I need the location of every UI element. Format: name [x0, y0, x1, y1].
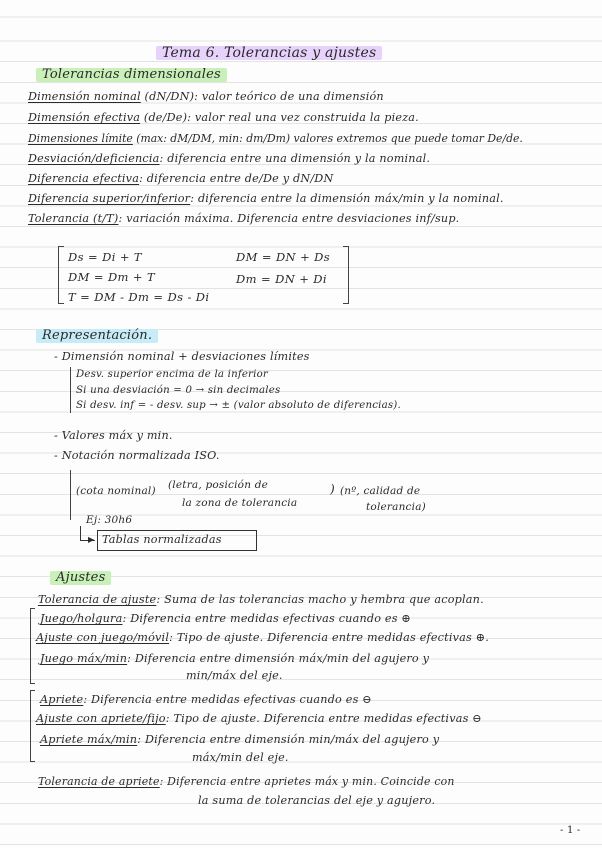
def-dimension-efectiva: Dimensión efectiva (de/De): valor real una vez construida la pieza. — [28, 111, 419, 124]
repr-sub-simetrica: Si desv. inf = - desv. sup → ± (valor absoluto de diferencias). — [76, 400, 401, 411]
def-tolerancia-ajuste: Tolerancia de ajuste: Suma de las tolerancias macho y hembra que acoplan. — [38, 593, 484, 606]
section-heading-ajustes: Ajustes — [50, 571, 111, 585]
iso-close-paren: ) — [330, 482, 335, 496]
section-heading-representacion: Representación. — [36, 329, 158, 343]
repr-item-dimension-nominal: - Dimensión nominal + desviaciones límites — [54, 350, 310, 363]
formula-t: T = DM - Dm = Ds - Di — [68, 290, 210, 304]
def-desviacion: Desviación/deficiencia: diferencia entre una dimensión y la nominal. — [28, 152, 431, 165]
def-tolerancia-apriete-cont: la suma de tolerancias del eje y agujero. — [198, 794, 436, 807]
formula-dm: DM = Dm + T — [68, 270, 156, 284]
def-diferencia-efectiva: Diferencia efectiva: diferencia entre de/De y dN/DN — [28, 172, 334, 185]
formula-dm-nominal: Dm = DN + Di — [236, 272, 327, 286]
section-heading-tolerancias: Tolerancias dimensionales — [36, 68, 227, 82]
tablas-normalizadas: Tablas normalizadas — [102, 533, 222, 546]
def-dimensiones-limite: Dimensiones límite (max: dM/DM, min: dm/Dm) valores extremos que puede tomar De/de. — [28, 132, 523, 145]
iso-calidad-line1: (nº, calidad de — [340, 485, 421, 497]
repr-sub-bracket — [70, 367, 71, 413]
def-juego-max-min: Juego máx/min: Diferencia entre dimensión máx/min del agujero y — [40, 652, 430, 665]
formula-dM-nominal: DM = DN + Ds — [236, 250, 331, 264]
iso-bracket — [70, 470, 71, 520]
page-number: - 1 - — [560, 825, 581, 836]
def-juego-holgura: Juego/holgura: Diferencia entre medidas efectivas cuando es ⊕ — [40, 612, 412, 625]
def-apriete-max-min-cont: máx/min del eje. — [192, 751, 289, 764]
def-ajuste-juego: Ajuste con juego/móvil: Tipo de ajuste. Diferencia entre medidas efectivas ⊕. — [36, 631, 490, 644]
formula-bracket-left — [58, 246, 64, 304]
repr-sub-superior: Desv. superior encima de la inferior — [76, 369, 268, 380]
juego-bracket — [30, 608, 35, 684]
repr-sub-cero: Si una desviación = 0 → sin decimales — [76, 385, 281, 396]
iso-cota-nominal: (cota nominal) — [76, 485, 156, 497]
def-juego-max-min-cont: min/máx del eje. — [186, 669, 283, 682]
iso-calidad-line2: tolerancia) — [366, 501, 426, 513]
def-tolerancia-apriete: Tolerancia de apriete: Diferencia entre aprietes máx y min. Coincide con — [38, 775, 455, 788]
iso-letra-line1: (letra, posición de — [168, 479, 269, 491]
iso-ejemplo: Ej: 30h6 — [86, 514, 133, 526]
arrowhead-icon: ▶ — [88, 535, 95, 544]
iso-letra-line2: la zona de tolerancia — [182, 497, 298, 509]
def-apriete: Apriete: Diferencia entre medidas efectivas cuando es ⊖ — [40, 693, 372, 706]
formula-ds: Ds = Di + T — [68, 250, 142, 264]
def-tolerancia: Tolerancia (t/T): variación máxima. Diferencia entre desviaciones inf/sup. — [28, 212, 460, 225]
apriete-bracket — [30, 690, 35, 762]
repr-item-iso: - Notación normalizada ISO. — [54, 449, 220, 462]
formula-bracket-right — [343, 246, 349, 304]
def-diferencia-superior-inferior: Diferencia superior/inferior: diferencia entre la dimensión máx/min y la nominal. — [28, 192, 504, 205]
page-title: Tema 6. Tolerancias y ajustes — [156, 46, 382, 60]
def-dimension-nominal: Dimensión nominal (dN/DN): valor teórico de una dimensión — [28, 90, 384, 103]
def-apriete-max-min: Apriete máx/min: Diferencia entre dimensión min/máx del agujero y — [40, 733, 440, 746]
repr-item-valores: - Valores máx y min. — [54, 429, 173, 442]
def-ajuste-apriete: Ajuste con apriete/fijo: Tipo de ajuste. Diferencia entre medidas efectivas ⊖ — [36, 712, 482, 725]
